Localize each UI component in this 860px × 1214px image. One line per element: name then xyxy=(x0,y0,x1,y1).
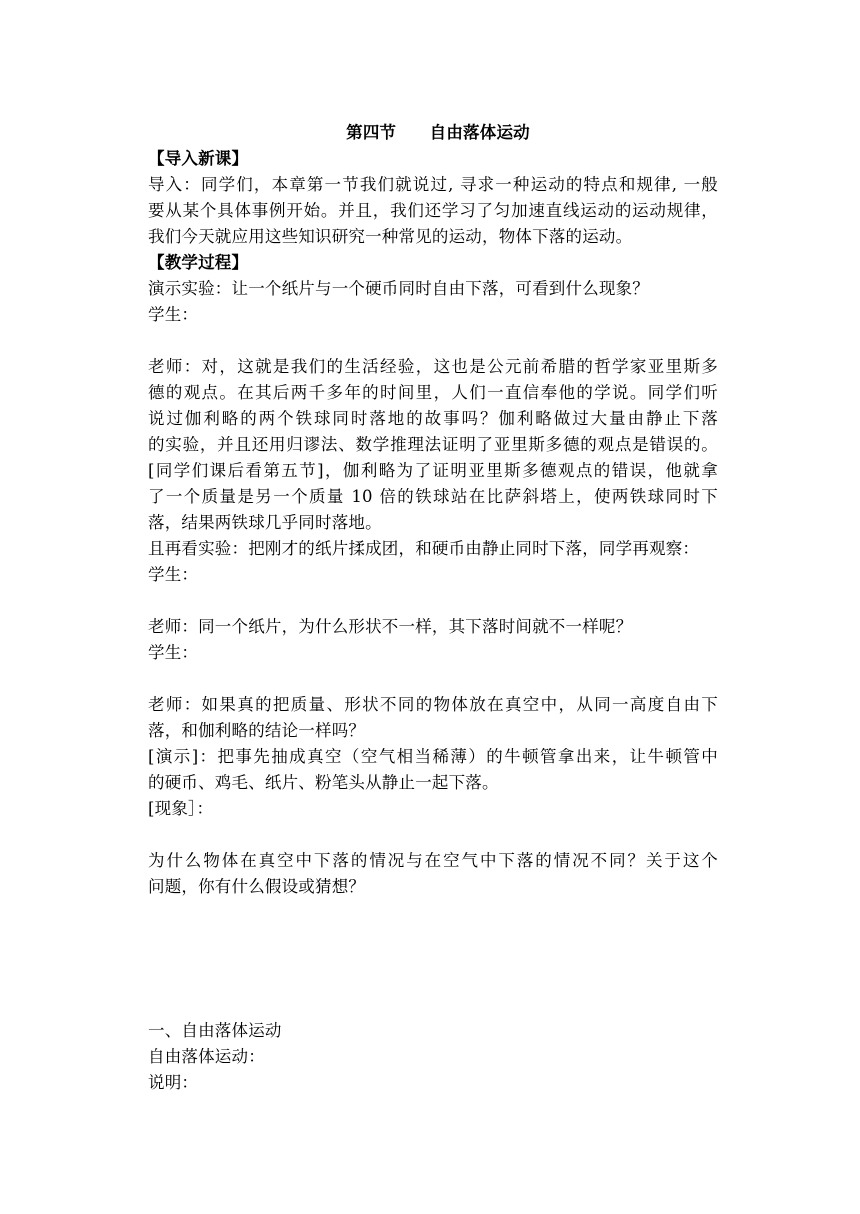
teacher-line: 老师：对，这就是我们的生活经验，这也是公元前希腊的哲学家亚里斯多 xyxy=(148,357,718,376)
teacher-line: [同学们课后看第五节]，伽利略为了证明亚里斯多德观点的错误，他就拿 xyxy=(148,461,718,480)
answer-space xyxy=(148,666,718,692)
process-heading: 【教学过程】 xyxy=(148,253,249,272)
teacher-line: 的实验，并且还用归谬法、数学推理法证明了亚里斯多德的观点是错误的。 xyxy=(148,435,718,454)
document-body xyxy=(148,120,718,1096)
part1-note-label: 说明： xyxy=(148,1073,199,1092)
teacher-question-2: 老师：同一个纸片，为什么形状不一样，其下落时间就不一样呢？ xyxy=(148,617,633,636)
intro-line: 导入：同学们，本章第一节我们就说过, 寻求一种运动的特点和规律, 一般 xyxy=(148,175,718,194)
answer-space xyxy=(148,900,718,1018)
question-line: 为什么物体在真空中下落的情况与在空气中下落的情况不同？关于这个 xyxy=(148,851,718,870)
student-prompt-3: 学生： xyxy=(148,643,199,662)
answer-space xyxy=(148,328,718,354)
section-title: 第四节 自由落体运动 xyxy=(346,123,530,142)
demo-line: 的硬币、鸡毛、纸片、粉笔头从静止一起下落。 xyxy=(148,773,499,792)
part1-definition-label: 自由落体运动： xyxy=(148,1047,265,1066)
teacher-line: 了一个质量是另一个质量 10 倍的铁球站在比萨斜塔上，使两铁球同时下 xyxy=(148,487,718,506)
answer-space xyxy=(148,822,718,848)
intro-line: 要从某个具体事例开始。并且，我们还学习了匀加速直线运动的运动规律， xyxy=(148,201,718,220)
student-prompt-2: 学生： xyxy=(148,565,199,584)
demo-line: [演示]：把事先抽成真空（空气相当稀薄）的牛顿管拿出来，让牛顿管中 xyxy=(148,747,718,766)
demo-experiment-1: 演示实验：让一个纸片与一个硬币同时自由下落，可看到什么现象？ xyxy=(148,279,649,298)
answer-space xyxy=(148,588,718,614)
teacher-line: 德的观点。在其后两千多年的时间里，人们一直信奉他的学说。同学们听 xyxy=(148,383,718,402)
teacher-line: 落，和伽利略的结论一样吗？ xyxy=(148,721,366,740)
intro-line: 我们今天就应用这些知识研究一种常见的运动，物体下落的运动。 xyxy=(148,227,633,246)
teacher-line: 落，结果两铁球几乎同时落地。 xyxy=(148,513,382,532)
demo-experiment-2: 且再看实验：把刚才的纸片揉成团，和硬币由静止同时下落，同学再观察： xyxy=(148,539,700,558)
teacher-line: 老师：如果真的把质量、形状不同的物体放在真空中，从同一高度自由下 xyxy=(148,695,718,714)
part1-heading: 一、自由落体运动 xyxy=(148,1021,282,1040)
intro-heading: 【导入新课】 xyxy=(148,149,249,168)
student-prompt-1: 学生： xyxy=(148,305,199,324)
teacher-line: 说过伽利略的两个铁球同时落地的故事吗？伽利略做过大量由静止下落 xyxy=(148,409,718,428)
phenomenon-label: [现象］： xyxy=(148,799,214,818)
question-line: 问题，你有什么假设或猜想？ xyxy=(148,877,366,896)
